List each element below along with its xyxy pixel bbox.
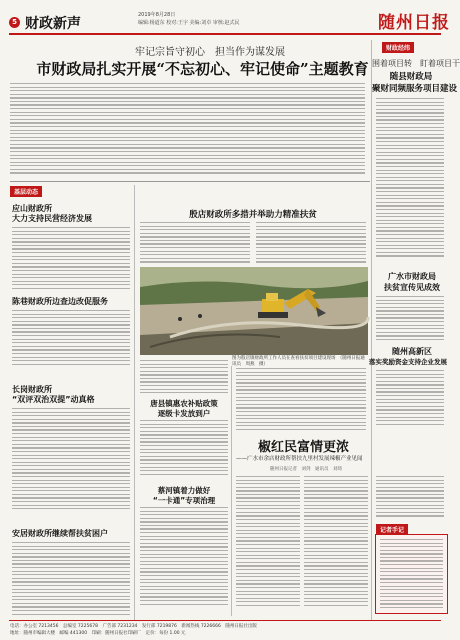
chenxiang-body: [12, 310, 130, 367]
notes-box: [375, 534, 448, 614]
feature-body-1: [236, 476, 300, 608]
caihe-body: [140, 507, 228, 607]
section-title: 财政新声: [25, 16, 81, 32]
right-top-title-2: 聚财同频服务项目建设: [372, 84, 458, 94]
yindian-body-right: [256, 222, 366, 265]
excavator-photo: [140, 267, 368, 355]
notes-tag: 记者手记: [376, 524, 408, 535]
feature-body-3: [376, 476, 444, 519]
feature-byline: 随州日报记者 刘剑 通讯员 刘琦: [270, 467, 342, 472]
lead-title: 市财政局扎实开展“不忘初心、牢记使命”主题教育: [36, 60, 369, 78]
feature-body-2: [304, 476, 368, 608]
chenxiang-head: 陈巷财政所边查边改促服务: [12, 297, 108, 306]
photo-caption: 图为殷店镇财政所工作人员在查看扶贫项目建设现场 （随州日报通讯员 周燕 摄）: [232, 356, 365, 367]
masthead: [0, 0, 450, 38]
anju-body: [12, 542, 130, 617]
center-right-body: [236, 368, 366, 432]
gaoxin-head-2: 落实奖励资金支持企业发展: [369, 358, 447, 366]
right-column-divider: [371, 40, 372, 620]
tangxian-body: [140, 420, 228, 477]
caihe-head-2: “一卡通”专项治理: [152, 496, 216, 505]
yindian-head: 殷店财政所多措并举助力精准扶贫: [189, 210, 317, 220]
guangshui-head-2: 扶贫宣传见成效: [384, 283, 440, 292]
masthead-rule: [9, 33, 441, 35]
guangshui-head-1: 广水市财政局: [388, 272, 436, 281]
right-top-body: [376, 98, 444, 259]
tangxian-head-2: 逐级卡发放到户: [157, 409, 211, 418]
center-left-body-top: [140, 360, 228, 396]
caihe-head-1: 蔡河镇着力做好: [157, 486, 211, 495]
changgang-body: [12, 408, 130, 512]
footer-rule: [9, 620, 441, 621]
feature-title: 椒红民富情更浓: [258, 440, 350, 455]
date-line: 2019年8月28日: [138, 12, 176, 18]
footer-line-2: 地址：随州市编辑大楼 邮编 441300 印刷：随州日报社印刷厂 定价：每份 1.00 元: [10, 631, 186, 636]
feature-subtitle: ——广水市余店财政所帮扶九里村发展辣椒产业见闻: [236, 456, 363, 462]
left-column-divider: [134, 185, 135, 620]
changgang-head-2: “双评双治双提”动真格: [12, 395, 95, 404]
changgang-head-1: 长岗财政所: [12, 385, 52, 394]
tangxian-head-1: 唐县镇惠农补贴政策: [150, 399, 218, 408]
footer-line-1: 电话：办公室 7213456 总编室 7225678 广告部 7231234 发行部 7219876 新闻热线 7226666 随州日报社出版: [10, 624, 257, 629]
yingshan-head-2: 大力支持民营经济发展: [12, 214, 92, 223]
paper-name: 随州日报: [378, 13, 450, 33]
right-top-title-1: 随县财政局: [389, 72, 433, 82]
yingshan-head-1: 应山财政所: [12, 204, 52, 213]
lead-kicker: 牢记宗旨守初心 担当作为谋发展: [135, 47, 285, 58]
lead-divider: [10, 181, 370, 182]
grassroots-tag: 基层动态: [10, 186, 42, 197]
right-top-tag: 财政经纬: [382, 42, 414, 53]
page-number-badge: 5: [9, 17, 20, 28]
lead-body: [10, 83, 365, 176]
gaoxin-head-1: 随州高新区: [392, 347, 432, 356]
center-right-divider: [231, 366, 232, 616]
gaoxin-body: [376, 370, 444, 427]
yindian-body-left: [140, 222, 250, 265]
editor-line: 编辑:杨道东 校对:王宇 美编:刘卓 审核:赵式民: [138, 20, 240, 26]
right-top-kicker: 围着项目转 盯着项目干: [372, 59, 460, 68]
guangshui-body: [376, 296, 444, 343]
anju-head: 安居财政所继续帮扶贫困户: [12, 529, 108, 538]
yingshan-body: [12, 227, 130, 291]
